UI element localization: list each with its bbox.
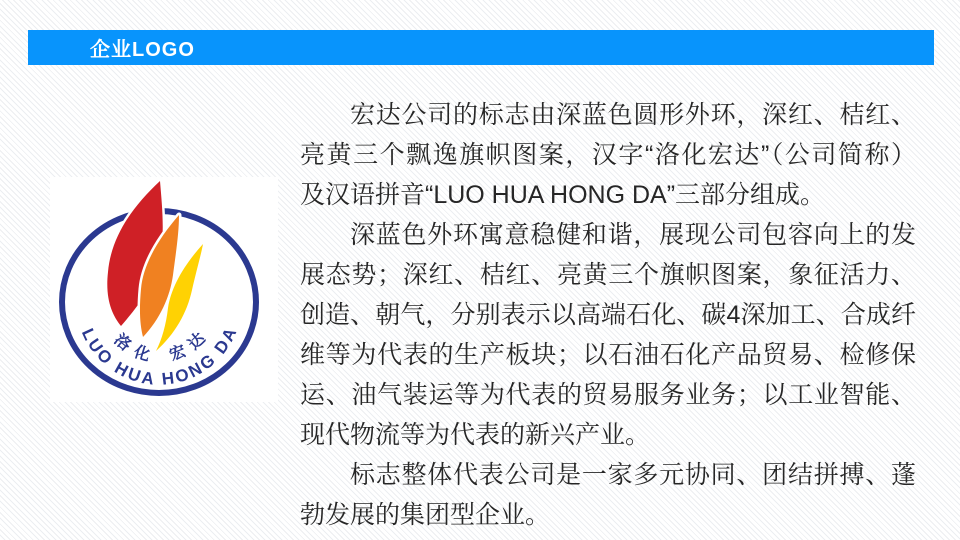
body-text-block xyxy=(300,95,916,535)
body-text-line: 亮黄三个飘逸旗帜图案，汉字“洛化宏达”（公司简称） xyxy=(300,141,916,169)
company-logo-graphic xyxy=(50,177,278,402)
body-text-line: 展态势；深红、桔红、亮黄三个旗帜图案，象征活力、 xyxy=(300,261,916,289)
body-text-line: 及汉语拼音“LUO HUA HONG DA”三部分组成。 xyxy=(300,181,826,209)
body-text-line: 勃发展的集团型企业。 xyxy=(300,501,551,529)
page-title: 企业LOGO xyxy=(90,39,195,61)
body-text-line: 维等为代表的生产板块；以石油石化产品贸易、检修保 xyxy=(300,341,916,369)
logo-chinese-right-text: 宏 达 xyxy=(167,328,211,365)
body-text-line: 现代物流等为代表的新兴产业。 xyxy=(300,421,651,449)
company-logo xyxy=(50,177,278,402)
body-text-line: 运、油气装运等为代表的贸易服务业务；以工业智能、 xyxy=(300,381,916,409)
header-bar xyxy=(28,30,934,65)
logo-chinese-left-text: 洛 化 xyxy=(110,331,154,366)
body-text-line: 宏达公司的标志由深蓝色圆形外环，深红、桔红、 xyxy=(350,101,916,129)
body-text-line: 标志整体代表公司是一家多元协同、团结拼搏、蓬 xyxy=(350,461,916,489)
logo-pinyin-text: LUO HUA HONG DA xyxy=(77,325,241,389)
body-text-line: 深蓝色外环寓意稳健和谐，展现公司包容向上的发 xyxy=(350,221,916,249)
body-text-line: 创造、朝气，分别表示以高端石化、碳4深加工、合成纤 xyxy=(300,301,916,329)
